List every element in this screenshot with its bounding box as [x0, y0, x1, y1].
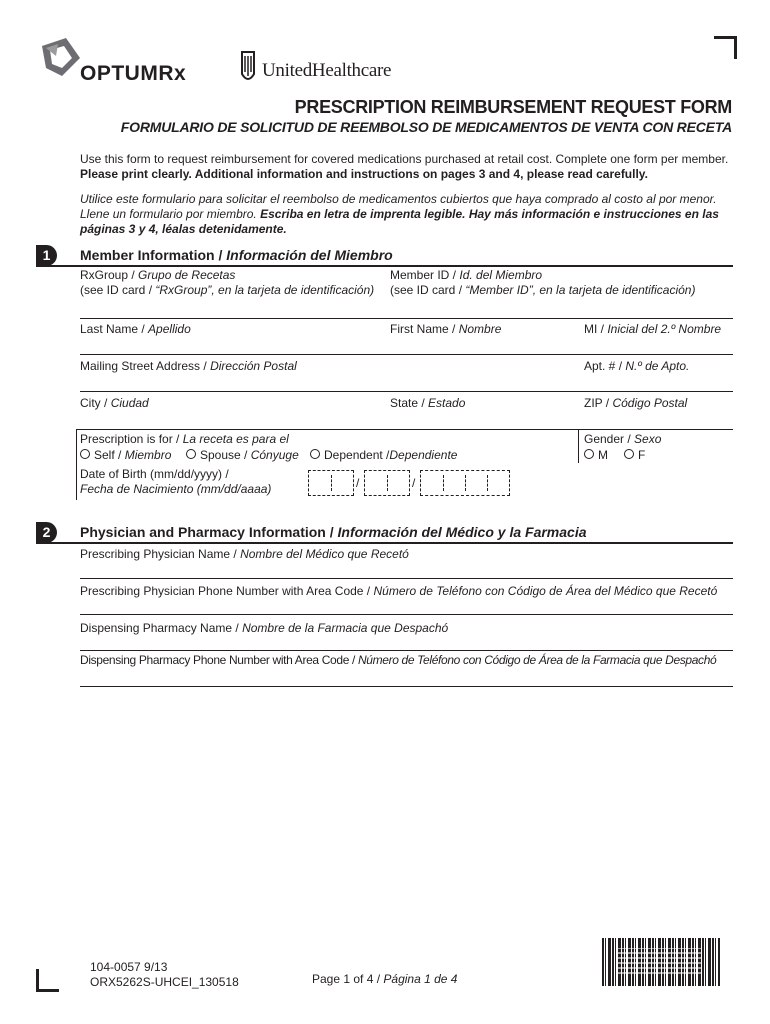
zip-field[interactable]: ZIP / Código Postal [584, 396, 688, 410]
pharmacy-name-field[interactable]: Dispensing Pharmacy Name / Nombre de la Farmacia que Despachó [80, 621, 449, 635]
first-name-field[interactable]: First Name / Nombre [390, 322, 502, 336]
row-divider [80, 614, 733, 615]
gender-box-divider [578, 429, 579, 463]
form-title: PRESCRIPTION REIMBURSEMENT REQUEST FORM [294, 97, 732, 117]
dependent-radio[interactable]: Dependent /Dependiente [310, 448, 457, 463]
self-radio[interactable]: Self / Miembro [80, 448, 171, 463]
section-1-number: 1 [36, 245, 57, 266]
row-divider [80, 578, 733, 579]
dob-year-input[interactable] [420, 470, 510, 496]
intro-spanish: Utilice este formulario para solicitar el reembolso de medicamentos cubiertos que haya comprado al costo al por menor. Llene un formulario por miembro. Escriba en letra de imprenta legible. Hay más información e instrucciones en las páginas 3 y 4, léalas detenidamente. [80, 192, 719, 236]
city-field[interactable]: City / Ciudad [80, 396, 149, 410]
radio-circle-icon [624, 449, 634, 459]
radio-circle-icon [80, 449, 90, 459]
form-code: 104-0057 9/13 ORX5262S-UHCEI_130518 [90, 960, 239, 989]
gender-label: Gender / Sexo [584, 432, 662, 446]
section-2-number: 2 [36, 522, 57, 543]
dob-day-input[interactable] [364, 470, 410, 496]
row-divider [80, 650, 733, 651]
dob-slash: / [412, 476, 416, 490]
page-number: Page 1 of 4 / Página 1 de 4 [312, 972, 458, 986]
unitedhealthcare-logo [240, 50, 440, 90]
form-subtitle: FORMULARIO DE SOLICITUD DE REEMBOLSO DE MEDICAMENTOS DE VENTA CON RECETA [120, 119, 732, 135]
corner-mark-bottom-left [36, 969, 59, 992]
row-divider [80, 318, 733, 319]
state-field[interactable]: State / Estado [390, 396, 466, 410]
prescription-for-label: Prescription is for / La receta es para el [80, 432, 289, 446]
middle-initial-field[interactable]: MI / Inicial del 2.º Nombre [584, 322, 722, 336]
gender-male-radio[interactable]: M [584, 448, 608, 463]
apt-number-field[interactable]: Apt. # / N.º de Apto. [584, 359, 690, 373]
member-id-field[interactable]: Member ID / Id. del Miembro (see ID card / “Member ID”, en la tarjeta de identificación) [390, 268, 696, 297]
section-2-rule [36, 542, 733, 544]
physician-phone-field[interactable]: Prescribing Physician Phone Number with Area Code / Número de Teléfono con Código de Área del Médico que Recetó [80, 584, 718, 598]
intro-english: Use this form to request reimbursement for covered medications purchased at retail cost. Complete one form per member. Please print clearly. Additional information and instructions on pages 3 and 4, please read carefully. [80, 152, 729, 181]
row-divider [80, 354, 733, 355]
barcode-overlay-icon [616, 948, 702, 974]
section-2-heading: Physician and Pharmacy Information / Información del Médico y la Farmacia [80, 524, 587, 540]
pharmacy-phone-field[interactable]: Dispensing Pharmacy Phone Number with Area Code / Número de Teléfono con Código de Área de la Farmacia que Despachó [80, 653, 717, 667]
optum-logo-mark-icon [36, 36, 82, 82]
row-divider [80, 686, 733, 687]
radio-circle-icon [310, 449, 320, 459]
physician-name-field[interactable]: Prescribing Physician Name / Nombre del Médico que Recetó [80, 547, 409, 561]
radio-circle-icon [584, 449, 594, 459]
dob-label: Date of Birth (mm/dd/yyyy) / Fecha de Nacimiento (mm/dd/aaaa) [80, 467, 272, 496]
dob-slash: / [356, 476, 360, 490]
mailing-address-field[interactable]: Mailing Street Address / Dirección Postal [80, 359, 297, 373]
optumrx-logo [36, 36, 216, 84]
row-divider [80, 391, 733, 392]
gender-female-radio[interactable]: F [624, 448, 645, 463]
corner-mark-top-right [714, 36, 737, 59]
last-name-field[interactable]: Last Name / Apellido [80, 322, 191, 336]
section-1-heading: Member Information / Información del Miembro [80, 247, 393, 263]
optumrx-logo-text: OPTUMRx [80, 62, 187, 85]
uhc-shield-icon [240, 50, 256, 86]
rxgroup-field[interactable]: RxGroup / Grupo de Recetas (see ID card / “RxGroup”, en la tarjeta de identificación) [80, 268, 375, 297]
spouse-radio[interactable]: Spouse / Cónyuge [186, 448, 299, 463]
section-1-rule [36, 265, 733, 267]
uhc-logo-text: UnitedHealthcare [262, 60, 392, 81]
radio-circle-icon [186, 449, 196, 459]
dob-month-input[interactable] [308, 470, 354, 496]
